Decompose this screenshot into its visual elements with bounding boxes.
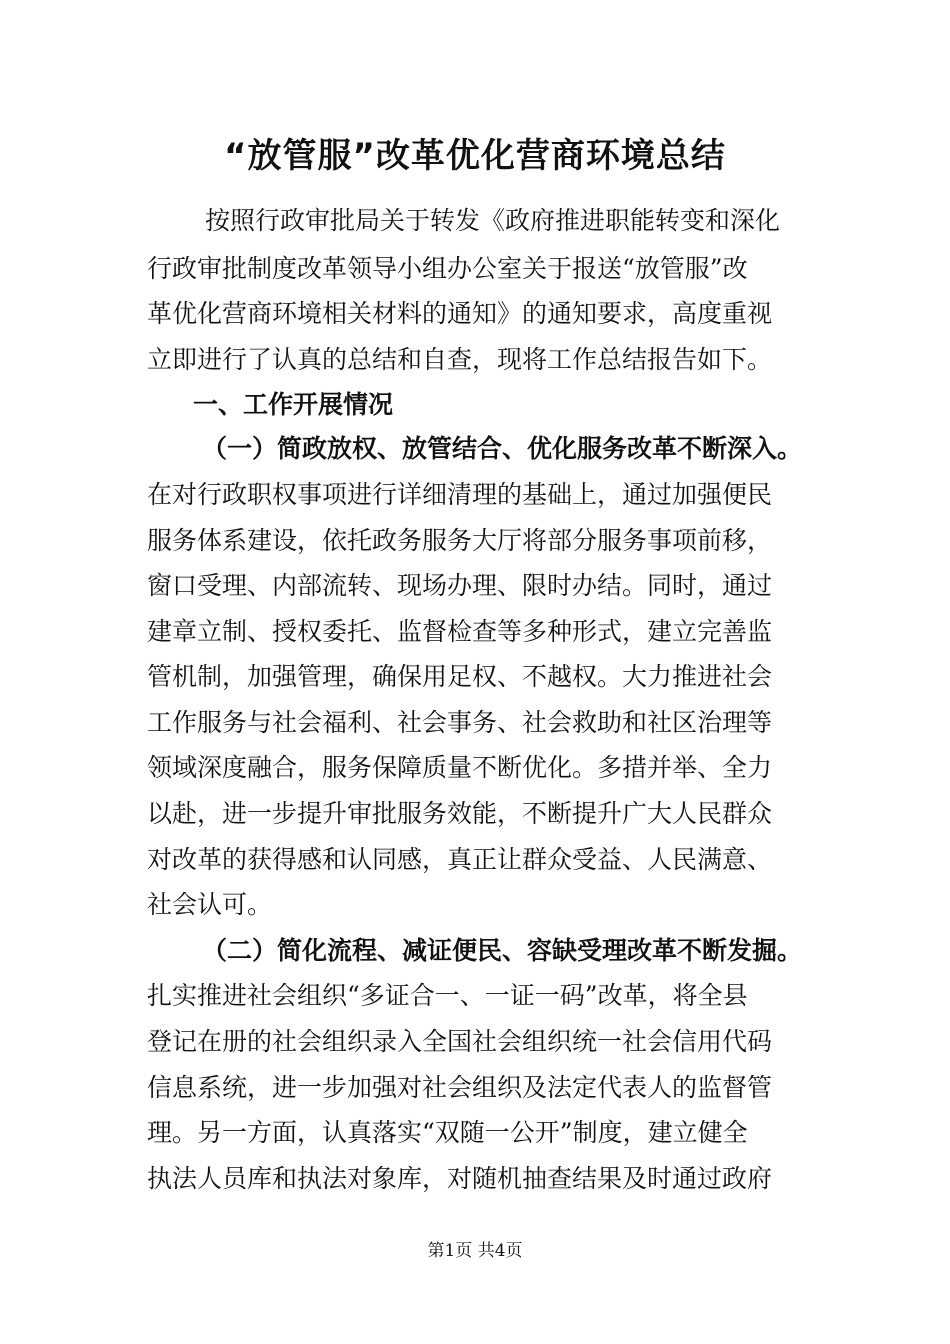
section-heading: 一、工作开展情况	[193, 390, 394, 419]
body-line: 以赴，进一步提升审批服务效能，不断提升广大人民群众	[147, 799, 773, 828]
body-line: 工作服务与社会福利、社会事务、社会救助和社区治理等	[147, 708, 773, 737]
page-footer: 第1页 共4页	[427, 1241, 523, 1261]
body-line: 扎实推进社会组织“多证合一、一证一码”改革，将全县	[147, 981, 748, 1010]
body-line: 领域深度融合，服务保障质量不断优化。多措并举、全力	[147, 753, 773, 782]
subsection-heading: （一）简政放权、放管结合、优化服务改革不断深入。	[202, 434, 803, 463]
body-line: 服务体系建设，依托政务服务大厅将部分服务事项前移，	[147, 526, 773, 555]
intro-line: 立即进行了认真的总结和自查，现将工作总结报告如下。	[147, 345, 773, 374]
subsection-heading: （二）简化流程、减证便民、容缺受理改革不断发掘。	[202, 936, 803, 965]
document-title: “放管服”改革优化营商环境总结	[224, 136, 726, 176]
intro-line: 革优化营商环境相关材料的通知》的通知要求，高度重视	[147, 299, 773, 328]
body-line: 在对行政职权事项进行详细清理的基础上，通过加强便民	[147, 480, 773, 509]
body-line: 建章立制、授权委托、监督检查等多种形式，建立完善监	[147, 617, 773, 646]
body-line: 对改革的获得感和认同感，真正让群众受益、人民满意、	[147, 845, 773, 874]
body-line: 信息系统，进一步加强对社会组织及法定代表人的监督管	[147, 1073, 773, 1102]
intro-line: 行政审批制度改革领导小组办公室关于报送“放管服”改	[147, 254, 748, 283]
body-line: 执法人员库和执法对象库，对随机抽查结果及时通过政府	[147, 1164, 773, 1193]
body-line: 窗口受理、内部流转、现场办理、限时办结。同时，通过	[147, 571, 773, 600]
body-line: 管机制，加强管理，确保用足权、不越权。大力推进社会	[147, 662, 773, 691]
body-line: 社会认可。	[147, 890, 273, 919]
intro-line: 按照行政审批局关于转发《政府推进职能转变和深化	[205, 206, 781, 235]
body-line: 登记在册的社会组织录入全国社会组织统一社会信用代码	[147, 1027, 773, 1056]
body-line: 理。另一方面，认真落实“双随一公开”制度，建立健全	[147, 1118, 748, 1147]
